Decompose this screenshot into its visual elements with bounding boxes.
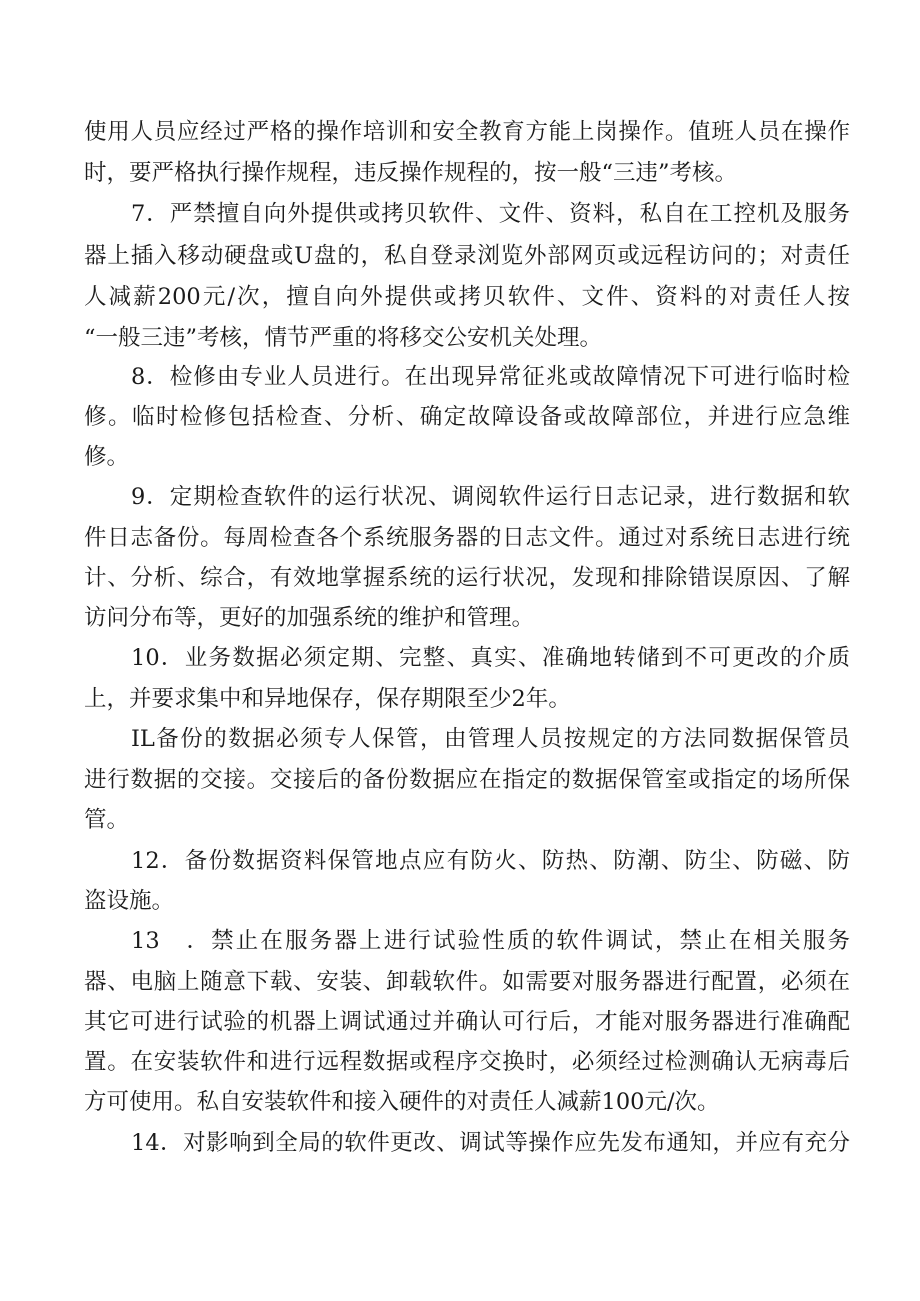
- paragraph-14-line: 14．对影响到全局的软件更改、调试等操作应先发布通知，并应有充分: [131, 1130, 850, 1156]
- text-line: 盗设施。: [84, 888, 175, 914]
- text-line: 修。临时检修包括检查、分析、确定故障设备或故障部位，并进行应急维: [84, 404, 850, 430]
- text-line: 访问分布等，更好的加强系统的维护和管理。: [84, 605, 535, 631]
- text-line: 计、分析、综合，有效地掌握系统的运行状况，发现和排除错误原因、了解: [84, 565, 850, 591]
- text-line: 上，并要求集中和异地保存，保存期限至少2年。: [84, 686, 571, 712]
- paragraph-9-line: 9．定期检查软件的运行状况、调阅软件运行日志记录，进行数据和软: [131, 484, 850, 510]
- text-line: 器上插入移动硬盘或U盘的，私自登录浏览外部网页或远程访问的；对责任: [84, 243, 850, 269]
- text-line: 时，要严格执行操作规程，违反操作规程的，按一般“三违”考核。: [84, 160, 738, 186]
- paragraph-13-line: 13 ．禁止在服务器上进行试验性质的软件调试，禁止在相关服务: [131, 928, 850, 954]
- text-line: 使用人员应经过严格的操作培训和安全教育方能上岗操作。值班人员在操作: [84, 119, 850, 145]
- text-line: 件日志备份。每周检查各个系统服务器的日志文件。通过对系统日志进行统: [84, 525, 850, 551]
- text-line: 器、电脑上随意下载、安装、卸载软件。如需要对服务器进行配置，必须在: [84, 969, 850, 995]
- paragraph-11-line: IL备份的数据必须专人保管，由管理人员按规定的方法同数据保管员: [131, 726, 850, 752]
- paragraph-10-line: 10．业务数据必须定期、完整、真实、准确地转储到不可更改的介质: [131, 645, 850, 671]
- text-line: 置。在安装软件和进行远程数据或程序交换时，必须经过检测确认无病毒后: [84, 1049, 850, 1075]
- text-line: 管。: [84, 807, 130, 833]
- paragraph-8-line: 8．检修由专业人员进行。在出现异常征兆或故障情况下可进行临时检: [131, 364, 850, 390]
- paragraph-12-line: 12．备份数据资料保管地点应有防火、防热、防潮、防尘、防磁、防: [131, 848, 850, 874]
- text-line: 人减薪200元/次，擅自向外提供或拷贝软件、文件、资料的对责任人按: [84, 284, 850, 310]
- text-line: 修。: [84, 444, 130, 470]
- text-line: “一般三违”考核，情节严重的将移交公安机关处理。: [84, 325, 603, 351]
- text-line: 方可使用。私自安装软件和接入硬件的对责任人减薪100元/次。: [84, 1089, 720, 1115]
- text-line: 其它可进行试验的机器上调试通过并确认可行后，才能对服务器进行准确配: [84, 1009, 850, 1035]
- paragraph-7-line: 7．严禁擅自向外提供或拷贝软件、文件、资料，私自在工控机及服务: [131, 201, 850, 227]
- text-line: 进行数据的交接。交接后的备份数据应在指定的数据保管室或指定的场所保: [84, 767, 850, 793]
